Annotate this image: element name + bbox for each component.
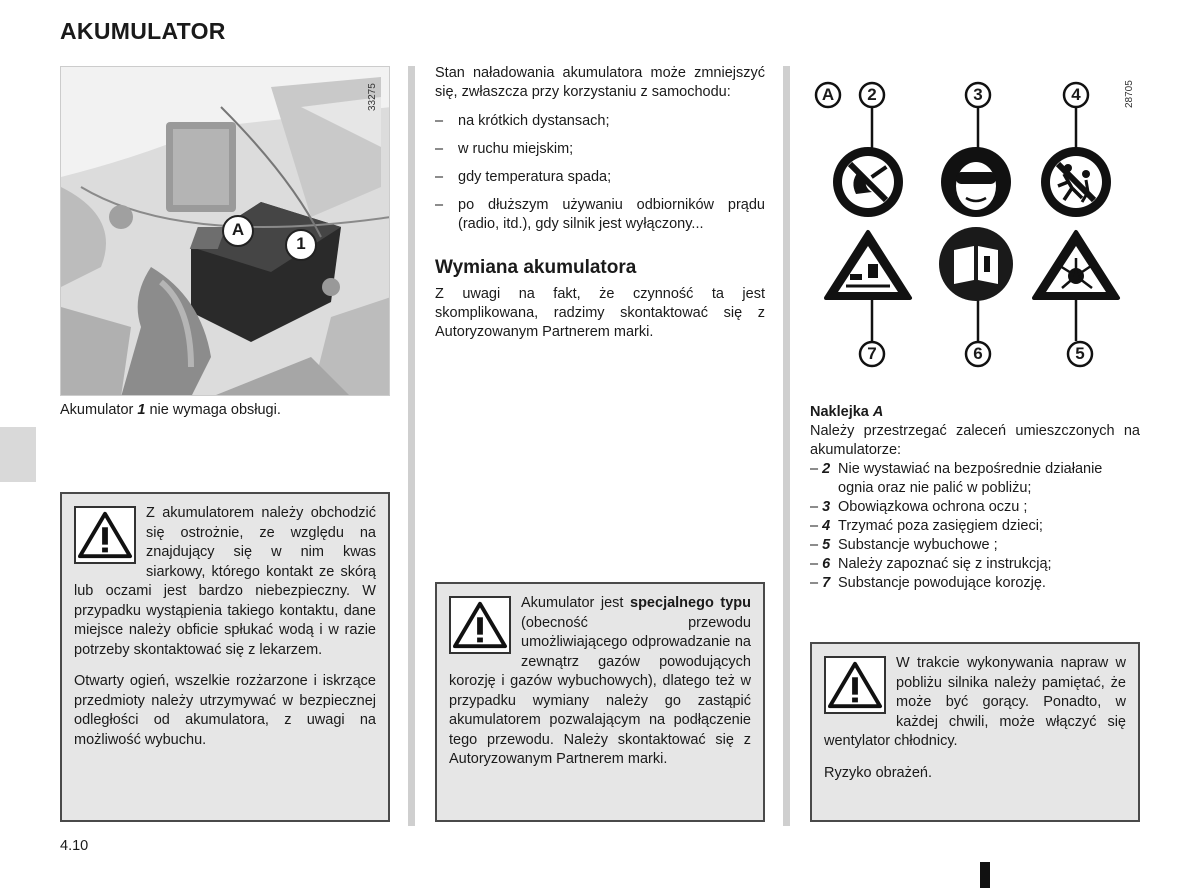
sign-label-2: 2 — [867, 85, 877, 104]
section-heading-replacement: Wymiana akumulatora — [435, 257, 637, 278]
signs-serial: 28705 — [1124, 80, 1135, 108]
sign-label-a: A — [821, 85, 835, 104]
list-dash: – — [435, 169, 444, 185]
list-num: 2 — [822, 461, 831, 477]
list-num: 7 — [822, 575, 831, 591]
list-item-text: na krótkich dystansach; — [458, 113, 610, 129]
replacement-text: Z uwagi na fakt, że czynność ta jest skomplikowana, radzimy skontaktować się z Autoryzowanym Partnerem marki. — [435, 286, 765, 340]
caption-text: Akumulator — [60, 402, 138, 418]
page-number: 4.10 — [60, 838, 89, 854]
list-dash: – — [810, 499, 819, 515]
engine-bay-photo — [60, 66, 390, 396]
special-type-bold: specjalnego typu — [630, 595, 751, 611]
special-type-post: (obecność przewodu umożliwiającego odprowadzanie na zewnątrz gazów powodujących korozję i gazów wybuchowych), dlatego też w przypadku wymiany należy go zastąpić akumulatorem pozwalającym na podłączenie tego przewodu. Należy skontaktować się z Autoryzowanym Partnerem marki. — [449, 614, 751, 767]
list-dash: – — [810, 556, 819, 572]
list-item — [810, 498, 1140, 517]
list-num: 4 — [822, 518, 831, 534]
list-num: 3 — [822, 499, 831, 515]
list-item — [435, 112, 765, 131]
warning-triangle-icon — [824, 656, 886, 714]
list-dash: – — [810, 461, 819, 477]
sign-label-7: 7 — [867, 344, 877, 363]
sticker-heading-letter: A — [872, 404, 884, 420]
list-item-text: Należy zapoznać się z instrukcją; — [838, 556, 1052, 572]
list-item — [810, 517, 1140, 536]
charge-section — [435, 64, 765, 352]
column-divider — [783, 66, 790, 826]
list-item-text: Nie wystawiać na bezpośrednie działanie ognia oraz nie palić w pobliżu; — [838, 461, 1103, 496]
list-item-text: Substancje wybuchowe ; — [838, 537, 998, 553]
list-item-text: Substancje powodujące korozję. — [838, 575, 1046, 591]
battery-sticker-diagram — [806, 66, 1146, 396]
list-item — [435, 168, 765, 187]
list-item-text: w ruchu miejskim; — [458, 141, 574, 157]
photo-serial: 33275 — [367, 83, 378, 111]
list-dash: – — [435, 197, 444, 213]
warning-fire-text: Otwarty ogień, wszelkie rozżarzone i iskrzące przedmioty należy utrzymywać w bezpiecznej odległości od akumulatora, z uwagi na możliwość wybuchu. — [74, 673, 376, 748]
warning-box-special-type — [435, 582, 765, 822]
list-dash: – — [435, 141, 444, 157]
warning-acid-text: Z akumulatorem należy obchodzić się ostrożnie, ze względu na znajdujący się w nim kwas siarkowy, którego kontakt ze skórą lub oczami jest bardzo niebezpieczny. W przypadku wystąpienia takiego kontaktu, dane miejsce należy obficie spłukać wodą i w razie potrzeby skontaktować się z lekarzem. — [74, 505, 376, 658]
sign-label-3: 3 — [973, 85, 983, 104]
list-item — [810, 536, 1140, 555]
list-item — [810, 555, 1140, 574]
photo-label-a: A — [231, 220, 245, 239]
list-item — [810, 574, 1140, 593]
warning-triangle-icon — [449, 596, 511, 654]
sign-label-5: 5 — [1075, 344, 1085, 363]
page-title: AKUMULATOR — [60, 18, 226, 44]
column-divider — [408, 66, 415, 826]
list-item-text: po dłuższym używaniu odbiorników prądu (radio, itd.), gdy silnik jest wyłączony... — [458, 197, 765, 232]
list-dash: – — [810, 575, 819, 591]
sticker-legend — [810, 403, 1140, 593]
list-num: 6 — [822, 556, 831, 572]
injury-risk-text: Ryzyko obrażeń. — [824, 764, 932, 781]
list-item-text: Trzymać poza zasięgiem dzieci; — [838, 518, 1043, 534]
warning-triangle-icon — [74, 506, 136, 564]
sign-label-4: 4 — [1071, 85, 1081, 104]
caption-number: 1 — [137, 402, 146, 418]
photo-caption — [60, 402, 281, 418]
list-dash: – — [810, 518, 819, 534]
hot-engine-text: W trakcie wykonywania napraw w pobliżu silnika należy pamiętać, że może być gorący. Ponadto, w każdej chwili, może włączyć się wentylator chłodnicy. — [824, 655, 1126, 749]
special-type-pre: Akumulator jest — [521, 595, 631, 611]
list-dash: – — [435, 113, 444, 129]
sticker-heading — [810, 403, 1140, 422]
charge-intro: Stan naładowania akumulatora może zmniejszyć się, zwłaszcza przy korzystaniu z samochodu: — [435, 65, 765, 100]
list-dash: – — [810, 537, 819, 553]
photo-label-1: 1 — [296, 234, 306, 253]
warning-box-acid — [60, 492, 390, 822]
sign-label-6: 6 — [973, 344, 983, 363]
thumb-index-mark — [980, 862, 990, 888]
chapter-tab — [0, 427, 36, 482]
list-item-text: Obowiązkowa ochrona oczu ; — [838, 499, 1028, 515]
list-num: 5 — [822, 537, 831, 553]
list-item-text: gdy temperatura spada; — [458, 169, 612, 185]
caption-text-end: nie wymaga obsługi. — [145, 402, 281, 418]
list-item — [435, 140, 765, 159]
sticker-intro: Należy przestrzegać zaleceń umieszczonych na akumulatorze: — [810, 423, 1140, 458]
list-item — [810, 460, 1140, 498]
list-item — [435, 196, 765, 234]
warning-box-hot-engine — [810, 642, 1140, 822]
sticker-heading-text: Naklejka — [810, 404, 873, 420]
